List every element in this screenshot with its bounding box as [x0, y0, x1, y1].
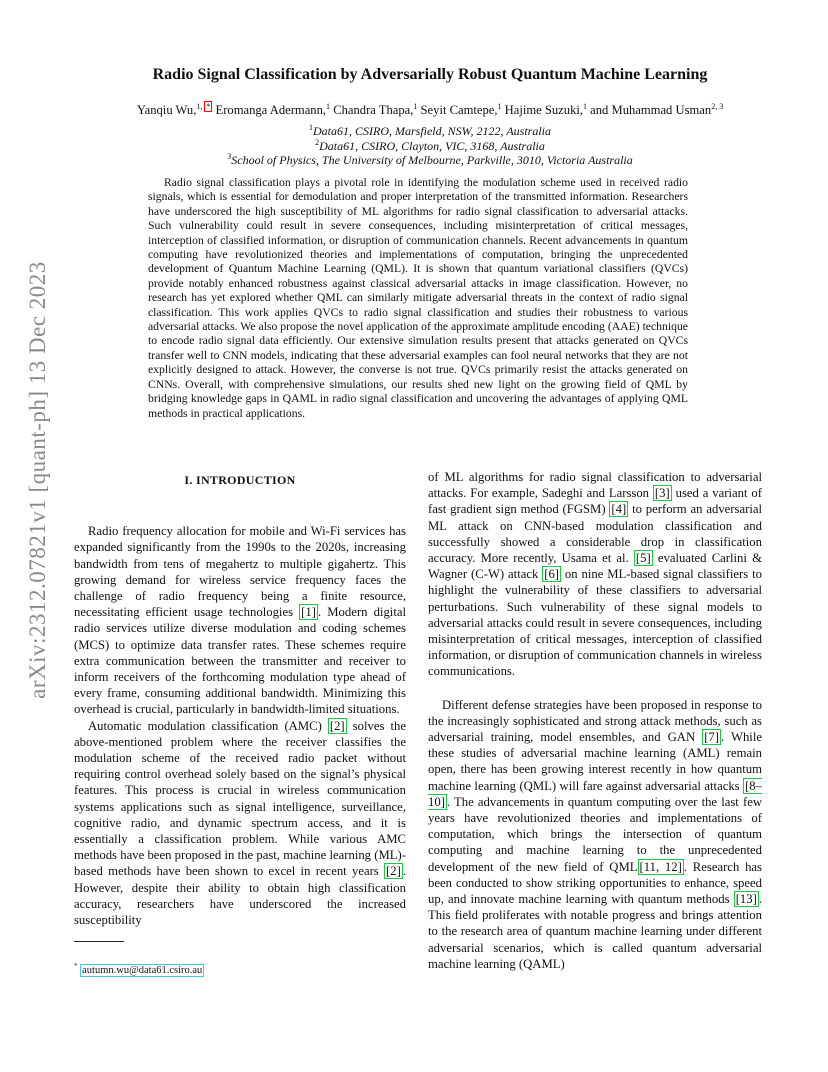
email-link[interactable]: autumn.wu@data61.csiro.au	[82, 964, 203, 976]
arxiv-stamp-text: arXiv:2312.07821v1 [quant-ph] 13 Dec 2023	[25, 261, 50, 699]
affiliation-mark: 1	[326, 102, 331, 111]
body-paragraph: Automatic modulation classification (AMC) [2] solves the above-mentioned problem where the receiver classifies the modulation scheme of the received radio packet without requiring control overhead solely based on the signal’s physical features. This process is crucial in wireless communication systems applications such as signal intelligence, surveillance, cognitive radio, and dynamic spectrum access, and it is essentially a classification problem. While various AMC methods have been proposed in the past, machine learning (ML)-based methods have been shown to excel in recent years [2] . However, despite their ability to obtain high classification accuracy, researchers have underscored the increased susceptibility	[74, 718, 406, 928]
affiliation-line: $^2$Data61, CSIRO, Clayton, VIC, 3168, Australia	[315, 138, 545, 153]
citation-link[interactable]: [7]	[704, 730, 719, 745]
affiliation-mark: 1	[413, 102, 418, 111]
citation-link[interactable]: [8–10]	[428, 778, 762, 809]
footnote-rule	[74, 941, 124, 942]
author-name: Seyit Camtepe,	[417, 103, 498, 118]
author-list	[60, 102, 800, 118]
author-name: Eromanga Adermann,	[212, 103, 327, 118]
paragraph-gap	[428, 680, 762, 697]
right-column	[428, 469, 762, 972]
citation-link[interactable]: [3]	[654, 486, 670, 501]
section-heading: I. INTRODUCTION	[184, 473, 296, 487]
citation-link[interactable]: [2]	[386, 864, 401, 879]
body-paragraph: Different defense strategies have been proposed in response to the increasingly sophisticated and strong attack methods, such as adversarial training, model ensembles, and GAN [7] . While these studies of adversarial machine learning (AML) remain open, there has been growing interest recently in how quantum machine learning (QML) will fare against adversarial attacks [8–10] . The advancements in quantum computing over the last few years have revolutionized theories and implementations of computation, which brings the intersection of quantum computing and machine learning to the unprecedented development of the new field of QML [11, 12] . Research has been conducted to show striking opportunities to enhance, speed up, and innovate machine learning with quantum methods [13] . This field proliferates with notable progress and brings attention to the research area of quantum machine learning under different adversarial scenarios, which is called quantum adversarial machine learning (QAML)	[428, 697, 762, 971]
affiliation-mark: 1	[497, 102, 502, 111]
author-name: Hajime Suzuki,	[501, 103, 584, 118]
body-paragraph: Radio frequency allocation for mobile and Wi-Fi services has expanded significantly from the 1990s to the 2020s, increasing bandwidth from tens of megahertz to multiple gigahertz. This growing demand for wireless service frequency faces the challenge of radio frequency being a finite resource, necessitating efficient usage technologies [1] . Modern digital radio services utilize diverse modulation and coding schemes (MCS) to optimize data transfer rates. These schemes require extra communication between the transmitter and receiver to inform receivers of the forthcoming modulation type ahead of every frame, consuming additional bandwidth. Minimizing this overhead is crucial, particularly in bandwidth-limited situations.	[74, 524, 406, 717]
author-name: and Muhammad Usman	[587, 103, 712, 118]
affiliation-mark: 1	[583, 102, 588, 111]
affiliation-mark: 2, 3	[711, 102, 724, 111]
footnote	[74, 962, 204, 976]
citation-link[interactable]: [11, 12]	[639, 859, 682, 874]
citation-link[interactable]: [4]	[611, 502, 627, 517]
paragraph-gap	[74, 506, 406, 523]
paper-title: Radio Signal Classification by Adversarially Robust Quantum Machine Learning	[152, 66, 708, 83]
arxiv-stamp	[18, 261, 58, 699]
abstract: Radio signal classification plays a pivotal role in identifying the modulation scheme used in received radio signals, which is essential for demodulation and proper interpretation of the transmitted information. Researchers have underscored the high susceptibility of ML algorithms for radio signal classification to adversarial attacks. Such vulnerability could result in severe consequences, including misinterpretation of critical messages, interception of classified information, or disruption of communication channels. Recent advancements in quantum computing have revolutionized theories and implementations of computation, bringing the unprecedented development of Quantum Machine Learning (QML). It is shown that quantum variational classifiers (QVCs) provide notably enhanced robustness against classical adversarial attacks in image classification. However, no research has yet explored whether QML can similarly mitigate adversarial threats in the context of radio signal classification. This work applies QVCs to radio signal classification and studies their robustness to various adversarial attacks. We also propose the novel application of the approximate amplitude encoding (AAE) technique to encode radio signal data efficiently. Our extensive simulation results present that attacks generated on QVCs transfer well to CNN models, indicating that these adversarial examples can fool neural networks that they are not explicitly designed to attack. However, the converse is not true. QVCs primarily resist the attacks generated on CNNs. Overall, with comprehensive simulations, our results shed new light on the growing field of QML by bridging knowledge gaps in QAML in radio signal classification and uncovering the advantages of applying QML methods in practical applications.	[148, 176, 688, 420]
left-column	[74, 472, 406, 928]
citation-link[interactable]: [1]	[301, 605, 316, 620]
citation-link[interactable]: [2]	[329, 718, 345, 733]
citation-link[interactable]: [6]	[544, 567, 560, 582]
citation-link[interactable]: [5]	[635, 551, 651, 566]
footnote-mark: *	[74, 962, 78, 970]
author-name: Yanqiu Wu,	[136, 103, 197, 118]
footnote-link[interactable]: *	[206, 102, 211, 111]
citation-link[interactable]: [13]	[735, 892, 757, 907]
body-paragraph: of ML algorithms for radio signal classification to adversarial attacks. For example, Sadeghi and Larsson [3] used a variant of fast gradient sign method (FGSM) [4] to perform an adversarial ML attack on CNN-based modulation classification and successfully showed a considerable drop in classification accuracy. More recently, Usama et al. [5] evaluated Carlini & Wagner (C-W) attack [6] on nine ML-based signal classifiers to highlight the vulnerability of these classifiers to adversarial perturbations. Such vulnerability of these signal models to adversarial attacks could result in severe consequences, including misinterpretation of critical messages, interception of classified information, or disruption of communication channels in wireless communications.	[428, 470, 762, 679]
affiliation-mark: 1, *	[196, 102, 211, 111]
affiliation-line: $^1$Data61, CSIRO, Marsfield, NSW, 2122, Australia	[308, 123, 551, 138]
author-name: Chandra Thapa,	[330, 103, 414, 118]
affiliation-line: $^3$School of Physics, The University of Melbourne, Parkville, 3010, Victoria Australia	[227, 152, 633, 167]
